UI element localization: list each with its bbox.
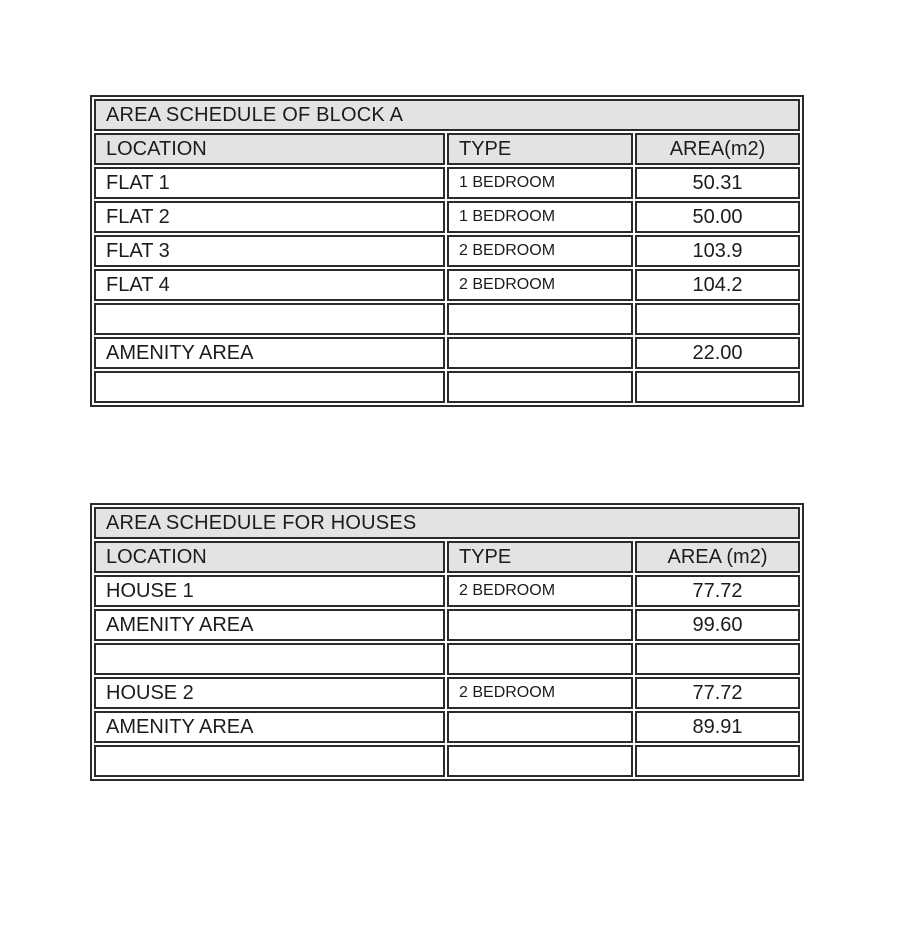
column-header-type: TYPE [447,541,633,573]
table-row [94,643,800,675]
cell-location: AMENITY AREA [94,711,445,743]
column-header-type: TYPE [447,133,633,165]
table-row [94,269,800,301]
area-schedule-block-a-table [90,95,804,407]
table-row [94,609,800,641]
cell-type: 1 BEDROOM [447,201,633,233]
cell-type [447,371,633,403]
cell-type [447,643,633,675]
area-schedule-houses-table [90,503,804,781]
cell-type: 2 BEDROOM [447,575,633,607]
cell-area [635,745,800,777]
cell-type: 2 BEDROOM [447,235,633,267]
cell-type [447,745,633,777]
cell-area: 77.72 [635,575,800,607]
cell-location: FLAT 1 [94,167,445,199]
cell-location [94,371,445,403]
cell-location [94,303,445,335]
cell-type: 1 BEDROOM [447,167,633,199]
table-title: AREA SCHEDULE OF BLOCK A [94,99,800,131]
column-header-location: LOCATION [94,133,445,165]
cell-area: 99.60 [635,609,800,641]
table-title: AREA SCHEDULE FOR HOUSES [94,507,800,539]
cell-area: 50.31 [635,167,800,199]
column-header-location: LOCATION [94,541,445,573]
cell-location: FLAT 2 [94,201,445,233]
cell-area: 50.00 [635,201,800,233]
cell-location: FLAT 3 [94,235,445,267]
table-row [94,711,800,743]
column-header-area: AREA (m2) [635,541,800,573]
table-row [94,745,800,777]
cell-area: 22.00 [635,337,800,369]
cell-area [635,371,800,403]
cell-area: 103.9 [635,235,800,267]
cell-area: 89.91 [635,711,800,743]
table-row [94,167,800,199]
cell-location: HOUSE 2 [94,677,445,709]
cell-location: AMENITY AREA [94,337,445,369]
cell-type [447,609,633,641]
table-header-row [94,133,800,165]
table-row [94,677,800,709]
cell-location [94,643,445,675]
table-row [94,575,800,607]
cell-area: 104.2 [635,269,800,301]
table-row [94,235,800,267]
cell-type: 2 BEDROOM [447,269,633,301]
table-row [94,303,800,335]
cell-area [635,303,800,335]
cell-area [635,643,800,675]
table-title-row [94,507,800,539]
table-header-row [94,541,800,573]
column-header-area: AREA(m2) [635,133,800,165]
cell-type [447,303,633,335]
cell-location: HOUSE 1 [94,575,445,607]
cell-location: AMENITY AREA [94,609,445,641]
cell-type [447,337,633,369]
cell-area: 77.72 [635,677,800,709]
cell-type: 2 BEDROOM [447,677,633,709]
table-row [94,337,800,369]
table-row [94,371,800,403]
table-row [94,201,800,233]
cell-type [447,711,633,743]
cell-location [94,745,445,777]
cell-location: FLAT 4 [94,269,445,301]
table-title-row [94,99,800,131]
